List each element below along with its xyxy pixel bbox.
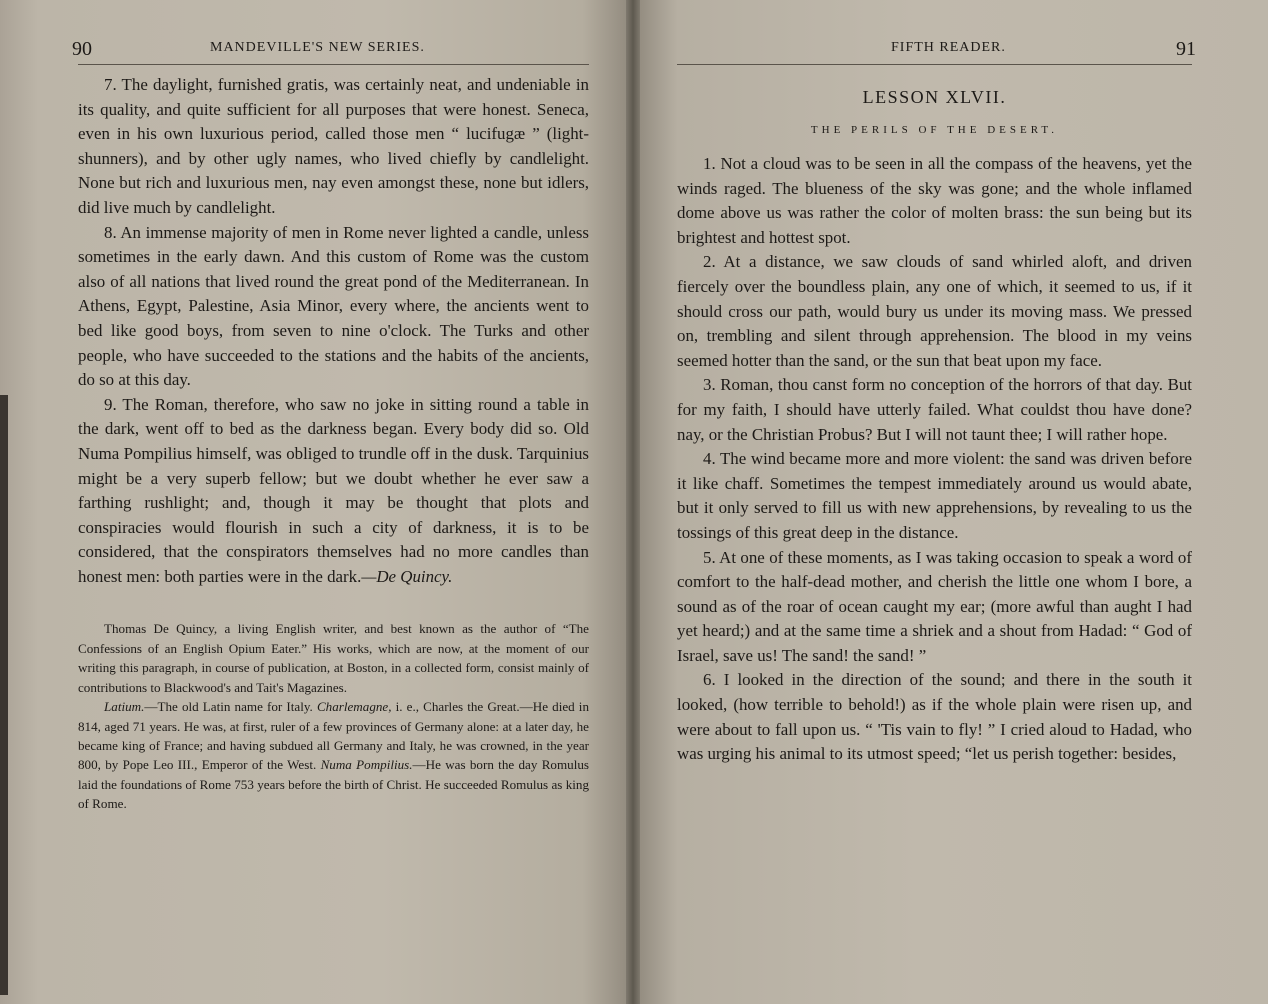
- lesson-subtitle: THE PERILS OF THE DESERT.: [810, 124, 1059, 136]
- left-paragraph-7: 7. The daylight, furnished gratis, was certainly neat, and undeniable in its quality, and quite sufficient for all purposes that were honest. Seneca, even in his own luxurious period, called those men “ lucifugæ ” (light-shunners), and by other ugly names, who lived chiefly by candlelight. None but rich and luxurious men, nay even amongst these, none but idlers, did live much by candlelight.: [78, 75, 589, 217]
- right-running-header: [677, 28, 1196, 65]
- lesson-title: LESSON XLVII.: [862, 87, 1007, 107]
- left-paragraph-8: 8. An immense majority of men in Rome never lighted a candle, unless sometimes in the early dawn. And this custom of Rome was the custom also of all nations that lived round the great pond of the Mediterranean. In Athens, Egypt, Palestine, Asia Minor, every where, the ancients went to bed like good boys, from seven to nine o'clock. The Turks and other people, who have succeeded to the stations and the habits of the ancients, do so at this day.: [78, 222, 589, 390]
- left-running-head-title: MANDEVILLE'S NEW SERIES.: [210, 40, 425, 55]
- right-paragraph-1: 1. Not a cloud was to be seen in all the compass of the heavens, yet the winds raged. The blueness of the sky was gone; and the whole inflamed dome above us was rather the color of molten brass: the sun being but its brightest and hottest spot.: [677, 154, 1192, 247]
- text-numa: —He was born the day Romulus laid the foundations of Rome 753 years before the birth of Christ. He succeeded Romulus as king of Rome.: [78, 757, 589, 812]
- left-running-header: [72, 28, 589, 65]
- term-latium: Latium.: [104, 699, 145, 715]
- book-gutter: [626, 0, 640, 1004]
- right-paragraph-6: 6. I looked in the direction of the sound; and there in the south it looked, (how terrible to behold!) as if the whole plain were risen up, and were about to fall upon us. “ 'Tis vain to fly! ” I cried aloud to Hadad, who was urging his animal to its utmost speed; “let us perish together: besides,: [677, 670, 1192, 764]
- footnotes: [78, 619, 589, 813]
- left-page-number: 90: [72, 38, 92, 60]
- right-running-head-title: FIFTH READER.: [891, 40, 1006, 55]
- paragraph-9-text: 9. The Roman, therefore, who saw no joke in sitting round a table in the dark, went off to bed as the darkness began. Every body did so. Old Numa Pompilius himself, was obliged to trundle off in the dusk. Tarquinius might be a very superb fellow; but we doubt whether he ever saw a farthing rushlight; and, though it may be thought that plots and conspiracies would flourish in such a city of darkness, it is to be considered, that the conspirators themselves had no more candles than honest men: both parties were in the dark.: [78, 394, 589, 586]
- note-de-quincy: Thomas De Quincy, a living English writer, and best known as the author of “The Confessions of an English Opium Eater.” His works, which are now, at the moment of our writing this paragraph, in course of publication, at Boston, in a collected form, consist mainly of contributions to Blackwood's and Tait's Magazines.: [78, 621, 589, 695]
- right-paragraph-2: 2. At a distance, we saw clouds of sand whirled aloft, and driven fiercely over the boundless plain, any one of which, it seemed to us, if it should cross our path, would bury us under its moving mass. We pressed on, trembling and silent through apprehension. The blood in my veins seemed hotter than the sand, or the sun that beat upon my face.: [677, 252, 1192, 370]
- note-glossary: [78, 697, 589, 813]
- right-paragraph-4: 4. The wind became more and more violent: the sand was driven before it like chaff. Sometimes the tempest immediately around us would abate, but it only served to fill us with new apprehensions, by revealing to us the tossings of this great deep in the distance.: [677, 449, 1192, 542]
- text-charlemagne: i. e., Charles the Great.—He died in 814, aged 71 years. He was, at first, ruler of a few provinces of Germany alone: at a later day, he became king of France; and having subdued all Germany and Italy, he was crowned, in the year 800, by Pope Leo III., Emperor of the West.: [78, 699, 589, 773]
- right-page-number: 91: [1176, 38, 1196, 60]
- left-page: [0, 0, 633, 1004]
- text-latium: —The old Latin name for Italy.: [144, 699, 313, 715]
- right-page: [633, 0, 1268, 1004]
- right-paragraph-3: 3. Roman, thou canst form no conception of the horrors of that day. But for my faith, I should have utterly failed. What couldst thou have done? nay, or the Christian Probus? But I will not taunt thee; I will rather hope.: [677, 375, 1192, 444]
- left-paragraph-9: [78, 393, 589, 590]
- term-charlemagne: Charlemagne,: [316, 699, 392, 715]
- term-numa: Numa Pompilius.: [320, 757, 413, 773]
- right-paragraph-5: 5. At one of these moments, as I was taking occasion to speak a word of comfort to the half-dead mother, and cherish the little one whom I bore, a sound as of the roar of ocean caught my ear; (more awful than aught I had yet heard;) and at the same time a shriek and a shout from Hadad: “ God of Israel, save us! The sand! the sand! ”: [677, 547, 1192, 665]
- attribution: —De Quincy.: [361, 566, 453, 586]
- page-edge-shadow: [0, 395, 8, 995]
